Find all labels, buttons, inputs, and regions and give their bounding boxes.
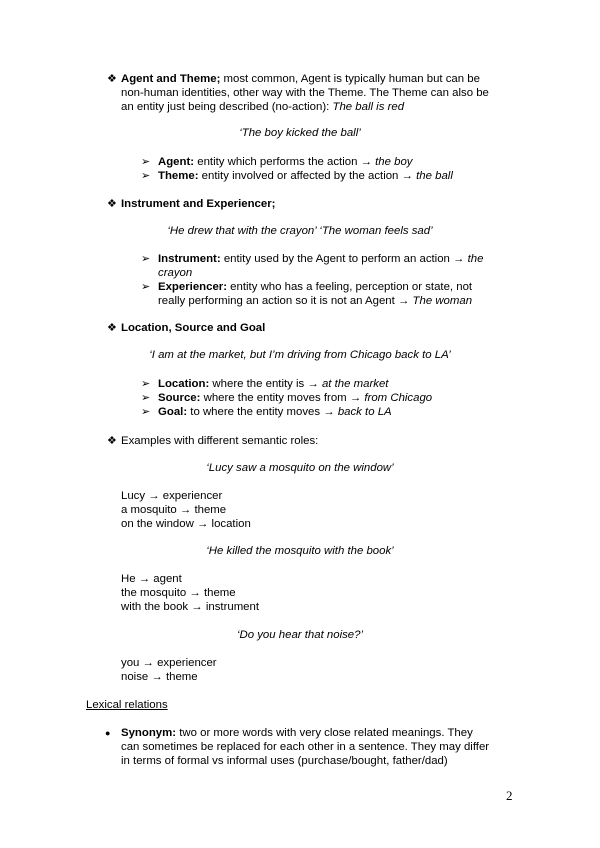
synonym-line-2: can sometimes be replaced for each other in a sentence. They may differ: [121, 741, 490, 753]
agent-label: Agent:: [158, 156, 195, 168]
arrow-bullet-icon: ➢: [141, 392, 151, 404]
experiencer-label: Experiencer:: [158, 281, 228, 293]
arrow-bullet-icon: ➢: [141, 156, 151, 168]
instrument-definition: [158, 252, 483, 266]
agent-theme-text-1: most common, Agent is typically human but can be: [220, 73, 480, 85]
experiencer-definition: [158, 280, 472, 294]
arrow-bullet-icon: ➢: [141, 170, 151, 182]
instrument-definition-cont: crayon: [158, 267, 193, 279]
source-label: Source:: [158, 392, 201, 404]
location-text: where the entity is →: [209, 378, 322, 390]
example-sentence-1: ‘Lucy saw a mosquito on the window’: [206, 462, 394, 474]
example-sentence-2: ‘He killed the mosquito with the book’: [206, 545, 394, 557]
instrument-example: the: [467, 253, 484, 265]
example-crayon-sad: ‘He drew that with the crayon’ ‘The woman feels sad’: [167, 225, 433, 237]
example-sentence-3: ‘Do you hear that noise?’: [236, 629, 363, 641]
experiencer-definition-cont: [158, 294, 472, 308]
example-chicago-la: ‘I am at the market, but I’m driving from Chicago back to LA’: [149, 349, 451, 361]
experiencer-text: entity who has a feeling, perception or state, not: [227, 281, 473, 293]
location-heading: Location, Source and Goal: [121, 322, 266, 334]
agent-example: the boy: [375, 156, 413, 168]
arrow-bullet-icon: ➢: [141, 378, 151, 390]
goal-definition: [158, 405, 392, 419]
agent-definition: [158, 155, 413, 169]
experiencer-text-2: really performing an action so it is not an Agent →: [158, 295, 413, 307]
diamond-bullet-icon: ❖: [107, 322, 117, 334]
instrument-label: Instrument:: [158, 253, 221, 265]
source-example: from Chicago: [364, 392, 433, 404]
diamond-bullet-icon: ❖: [107, 198, 117, 210]
synonym-line-1: [121, 726, 473, 740]
synonym-text-1: two or more words with very close related meanings. They: [176, 727, 473, 739]
page-number: 2: [506, 788, 513, 803]
arrow-bullet-icon: ➢: [141, 253, 151, 265]
synonym-label: Synonym:: [121, 727, 177, 739]
synonym-line-3: in terms of formal vs informal uses (purchase/bought, father/dad): [121, 755, 448, 767]
diamond-bullet-icon: ❖: [107, 435, 117, 447]
location-example: at the market: [321, 378, 389, 390]
lexical-relations-title: Lexical relations: [86, 699, 168, 711]
role-line: on the window → location: [121, 518, 251, 530]
example-boy-kicked: ‘The boy kicked the ball’: [239, 127, 361, 139]
arrow-bullet-icon: ➢: [141, 281, 151, 293]
location-definition: [158, 377, 388, 391]
examples-intro: Examples with different semantic roles:: [121, 435, 319, 447]
theme-label: Theme:: [158, 170, 199, 182]
goal-label: Goal:: [158, 406, 188, 418]
role-line: a mosquito → theme: [121, 504, 227, 516]
agent-theme-text-3: an entity just being described (no-action):: [121, 101, 333, 113]
role-line: you → experiencer: [121, 657, 217, 669]
agent-theme-line-2: non-human identities, other way with the Theme. The Theme can also be: [121, 87, 489, 99]
theme-text: entity involved or affected by the action →: [198, 170, 417, 182]
source-definition: [158, 391, 432, 405]
arrow-bullet-icon: ➢: [141, 406, 151, 418]
location-label: Location:: [158, 378, 210, 390]
goal-example: back to LA: [337, 406, 392, 418]
theme-example: the ball: [416, 170, 453, 182]
agent-theme-inline-example: The ball is red: [332, 101, 405, 113]
theme-definition: [158, 169, 453, 183]
diamond-bullet-icon: ❖: [107, 73, 117, 85]
agent-theme-line-1: [121, 72, 480, 86]
goal-text: to where the entity moves →: [187, 406, 338, 418]
round-bullet-icon: ●: [105, 728, 111, 738]
instrument-text: entity used by the Agent to perform an action →: [220, 253, 468, 265]
role-line: with the book → instrument: [121, 601, 260, 613]
agent-text: entity which performs the action →: [194, 156, 376, 168]
experiencer-example: The woman: [412, 295, 473, 307]
role-line: the mosquito → theme: [121, 587, 236, 599]
source-text: where the entity moves from →: [200, 392, 365, 404]
agent-theme-line-3: [121, 100, 404, 114]
role-line: He → agent: [121, 573, 182, 585]
role-line: noise → theme: [121, 671, 198, 683]
instrument-heading: Instrument and Experiencer;: [121, 198, 276, 210]
role-line: Lucy → experiencer: [121, 490, 223, 502]
agent-theme-heading: Agent and Theme;: [121, 73, 221, 85]
